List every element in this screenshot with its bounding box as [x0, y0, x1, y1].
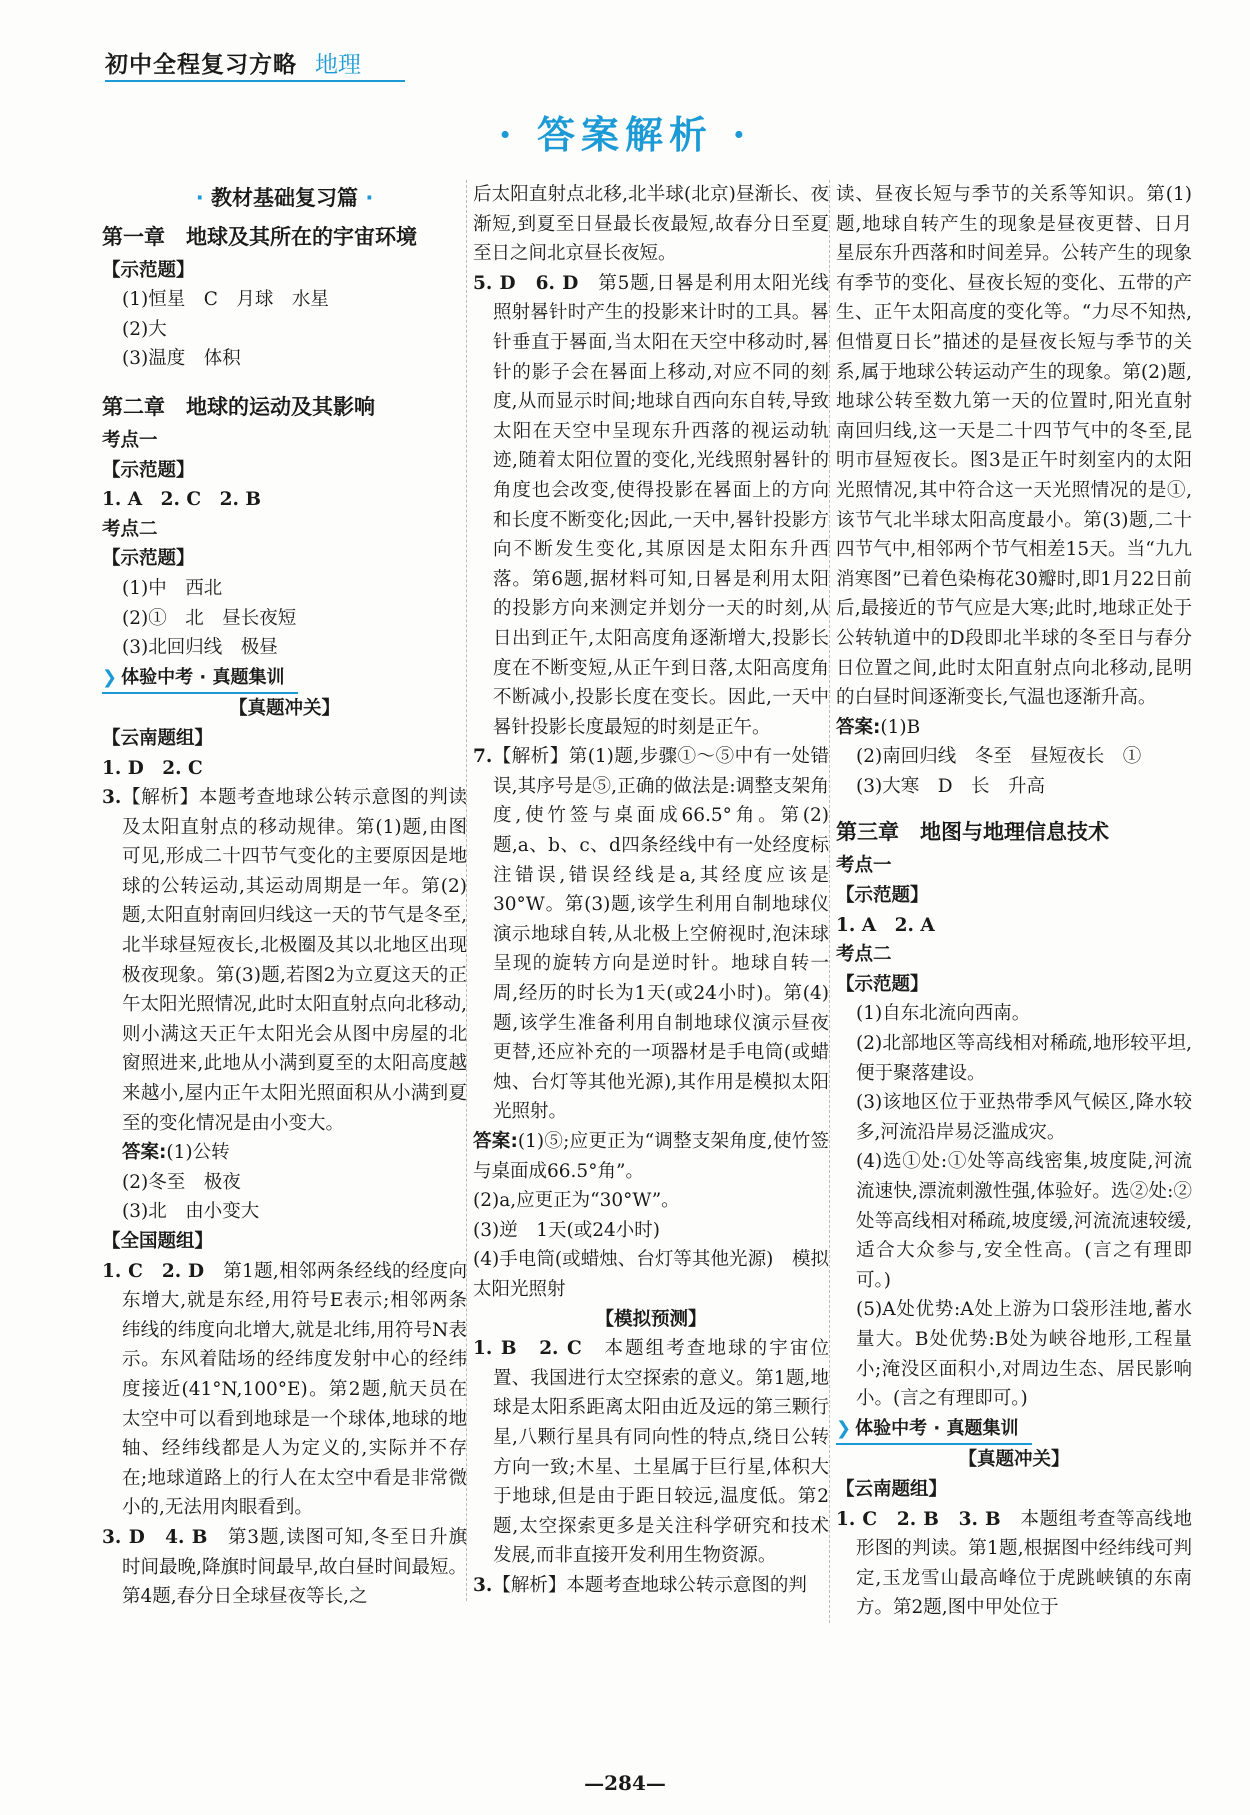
- kaodian-1: 考点一: [102, 429, 158, 451]
- book-title: 初中全程复习方略: [105, 52, 297, 78]
- answer-line: (3)温度 体积: [122, 348, 241, 370]
- answer-line: (3)该地区位于亚热带季风气候区,降水较多,河流沿岸易泛滥成灾。: [856, 1092, 1192, 1143]
- answer-line: (2)大: [122, 318, 167, 340]
- yunnan-group: 【云南题组】: [836, 1478, 948, 1500]
- explanation-q1-2: 1. C 2. D 第1题,相邻两条经线的经度向东增大,就是东经,用符号E表示;相邻两条纬线的纬度向北增大,就是北纬,用符号N表示。东风着陆场的经纬度发射中心的经纬度接近(41°N,100°E)。第2题,航天员在太空中可以看到地球是一个球体,地球的地轴、经纬线都是人为定义的,实际并不存在;地球道路上的行人在太空中看是非常微小的,无法用肉眼看到。: [102, 1260, 467, 1519]
- example-tag: 【示范题】: [836, 885, 929, 907]
- chevron-right-icon: ❯: [836, 1417, 852, 1439]
- explanation-q5-6: 5. D 6. D 第5题,日晷是利用太阳光线照射晷针时产生的投影来计时的工具。晷针垂直于晷面,当太阳在天空中移动时,晷针的影子会在晷面上移动,对应不同的刻度,从而显示时间;地球自西向东自转,导致太阳在天空中呈现东升西落的视运动轨迹,随着太阳位置的变化,光线照射晷针的角度也会改变,使得投影在晷面上的方向和长度不断变化;因此,一天中,晷针投影方向不断发生变化,其原因是太阳东升西落。第6题,据材料可知,日晷是利用太阳的投影方向来测定并划分一天的时刻,从日出到正午,太阳高度角逐渐增大,投影长度在不断变短,从正午到日落,太阳高度角不断减小,投影长度在变长。因此,一天中晷针投影长度最短的时刻是正午。: [473, 272, 830, 738]
- answer-line: (3)逆 1天(或24小时): [473, 1219, 660, 1241]
- zhenti-heading: 【真题冲关】: [958, 1449, 1070, 1471]
- answer-line: (2)a,应更正为“30°W”。: [473, 1190, 680, 1212]
- subject-label: 地理: [315, 52, 361, 78]
- example-tag: 【示范题】: [102, 459, 195, 481]
- paragraph: 读、昼夜长短与季节的关系等知识。第(1)题,地球自转产生的现象是昼夜更替、日月星辰东升西落和时间差异。公转产生的现象有季节的变化、昼夜长短的变化、五带的产生、正午太阳高度的变化等。“力尽不知热,但惜夏日长”描述的是昼夜长短与季节的关系,属于地球公转运动产生的现象。第(2)题,地球公转至数九第一天的位置时,阳光直射南回归线,这一天是二十四节气中的冬至,昆明市昼短夜长。图3是正午时刻室内的太阳光照情况,其中符合这一天光照情况的是①,该节气北半球太阳高度最小。第(3)题,二十四节气中,相邻两个节气相差15天。当“九九消寒图”已着色染梅花30瓣时,即1月22日前后,最接近的节气应是大寒;此时,地球正处于公转轨道中的D段即北半球的冬至日与春分日位置之间,此时太阳直射点向北移动,昆明的白昼时间逐渐变长,气温也逐渐升高。: [836, 184, 1192, 709]
- answer-line: (2)南回归线 冬至 昼短夜长 ①: [856, 746, 1142, 768]
- answer-block: 答案:(1)公转: [122, 1142, 230, 1164]
- answer-block: 答案:(1)⑤;应更正为“调整支架角度,使竹签与桌面成66.5°角”。: [473, 1131, 829, 1182]
- answer-line: (4)选①处:①处等高线密集,坡度陡,河流流速快,漂流刺激性强,体验好。选②处:②处等高线相对稀疏,坡度缓,河流流速较缓,适合大众参与,安全性高。(言之有理即可。): [856, 1151, 1192, 1291]
- column-2: [466, 180, 829, 1601]
- answer-line: (3)大寒 D 长 升高: [856, 775, 1046, 797]
- answer-line: (3)北 由小变大: [122, 1201, 260, 1223]
- answer-line: (1)中 西北: [122, 577, 223, 599]
- answer-line: (1)恒星 C 月球 水星: [122, 289, 329, 311]
- answer-line: (2)北部地区等高线相对稀疏,地形较平坦,便于聚落建设。: [856, 1033, 1192, 1084]
- example-tag: 【示范题】: [836, 973, 929, 995]
- answer-line: (1)自东北流向西南。: [856, 1003, 1031, 1025]
- answer-line: 1. A 2. A: [836, 914, 935, 936]
- answer-line: 1. D 2. C: [102, 757, 203, 779]
- chapter-1-title: 第一章 地球及其所在的宇宙环境: [102, 224, 417, 249]
- exam-banner: ❯ 体验中考 · 真题集训: [102, 663, 298, 695]
- explanation-q3-4: 3. D 4. B 第3题,读图可知,冬至日升旗时间最晚,降旗时间最早,故白昼时间最短。第4题,春分日全球昼夜等长,之: [102, 1526, 467, 1608]
- kaodian-1: 考点一: [836, 855, 892, 877]
- explanation-q1-3: 1. C 2. B 3. B 本题组考查等高线地形图的判读。第1题,根据图中经纬线可判定,玉龙雪山最高峰位于虎跳峡镇的东南方。第2题,图中甲处位于: [836, 1508, 1192, 1619]
- explanation-q3: 3.【解析】本题考查地球公转示意图的判读及太阳直射点的移动规律。第(1)题,由图可见,形成二十四节气变化的主要原因是地球的公转运动,其运动周期是一年。第(2)题,太阳直射南回归线这一天的节气是冬至,北半球昼短夜长,北极圈及其以北地区出现极夜现象。第(3)题,若图2为立夏这天的正午太阳光照情况,此时太阳直射点向北移动,则小满这天正午太阳光会从图中房屋的北窗照进来,此地从小满到夏至的太阳高度越来越小,屋内正午太阳光照面积从小满到夏至的变化情况是由小变大。: [102, 787, 467, 1134]
- chevron-right-icon: ❯: [102, 666, 118, 688]
- column-3: [829, 180, 1192, 1623]
- page-title: · 答案解析 ·: [498, 112, 752, 157]
- chapter-2-title: 第二章 地球的运动及其影响: [102, 394, 375, 419]
- explanation-q7: 7.【解析】第(1)题,步骤①～⑤中有一处错误,其序号是⑤,正确的做法是:调整支架角度,使竹签与桌面成66.5°角。第(2)题,a、b、c、d四条经线中有一处经度标注错误,错误经线是a,其经度应该是30°W。第(3)题,该学生利用自制地球仪演示地球自转,从北极上空俯视时,泡沫球呈现的旋转方向是逆时针。地球自转一周,经历的时长为1天(或24小时)。第(4)题,该学生准备利用自制地球仪演示昼夜更替,还应补充的一项器材是手电筒(或蜡烛、台灯等其他光源),其作用是模拟太阳光照射。: [473, 746, 829, 1123]
- answer-line: (5)A处优势:A处上游为口袋形洼地,蓄水量大。B处优势:B处为峡谷地形,工程量小;淹没区面积小,对周边生态、居民影响小。(言之有理即可。): [856, 1299, 1192, 1410]
- example-tag: 【示范题】: [102, 259, 195, 281]
- page-number: —284—: [584, 1771, 666, 1795]
- running-header: [105, 46, 405, 82]
- answer-line: (2)① 北 昼长夜短: [122, 607, 297, 629]
- header-rule: [105, 80, 405, 82]
- column-1: [102, 180, 467, 1612]
- moni-heading: 【模拟预测】: [595, 1308, 707, 1330]
- chapter-3-title: 第三章 地图与地理信息技术: [836, 820, 1109, 845]
- kaodian-2: 考点二: [102, 518, 158, 540]
- example-tag: 【示范题】: [102, 548, 195, 570]
- answer-line: 1. A 2. C 2. B: [102, 489, 261, 511]
- paragraph: 后太阳直射点北移,北半球(北京)昼渐长、夜渐短,到夏至日昼最长夜最短,故春分日至夏至日之间北京昼长夜短。: [473, 184, 829, 265]
- answer-line: (4)手电筒(或蜡烛、台灯等其他光源) 模拟太阳光照射: [473, 1249, 829, 1300]
- quanguo-group: 【全国题组】: [102, 1231, 214, 1252]
- answer-block: 答案:(1)B: [836, 716, 921, 738]
- answer-line: (3)北回归线 极昼: [122, 637, 278, 659]
- exam-banner: ❯ 体验中考 · 真题集训: [836, 1414, 1032, 1446]
- explanation-m1-2: 1. B 2. C 本题组考查地球的宇宙位置、我国进行太空探索的意义。第1题,地球是太阳系距离太阳由近及远的第三颗行星,八颗行星具有同向性的特点,绕日公转方向一致;木星、土星属于巨行星,体积大于地球,但是由于距日较远,温度低。第2题,太空探索更多是关注科学研究和技术发展,而非直接开发利用生物资源。: [473, 1338, 829, 1567]
- answer-line: (2)冬至 极夜: [122, 1171, 241, 1193]
- yunnan-group: 【云南题组】: [102, 727, 214, 749]
- explanation-m3: 3.【解析】本题考查地球公转示意图的判: [473, 1574, 807, 1596]
- section-title: · 教材基础复习篇 ·: [195, 186, 374, 210]
- kaodian-2: 考点二: [836, 944, 892, 966]
- zhenti-heading: 【真题冲关】: [228, 698, 340, 720]
